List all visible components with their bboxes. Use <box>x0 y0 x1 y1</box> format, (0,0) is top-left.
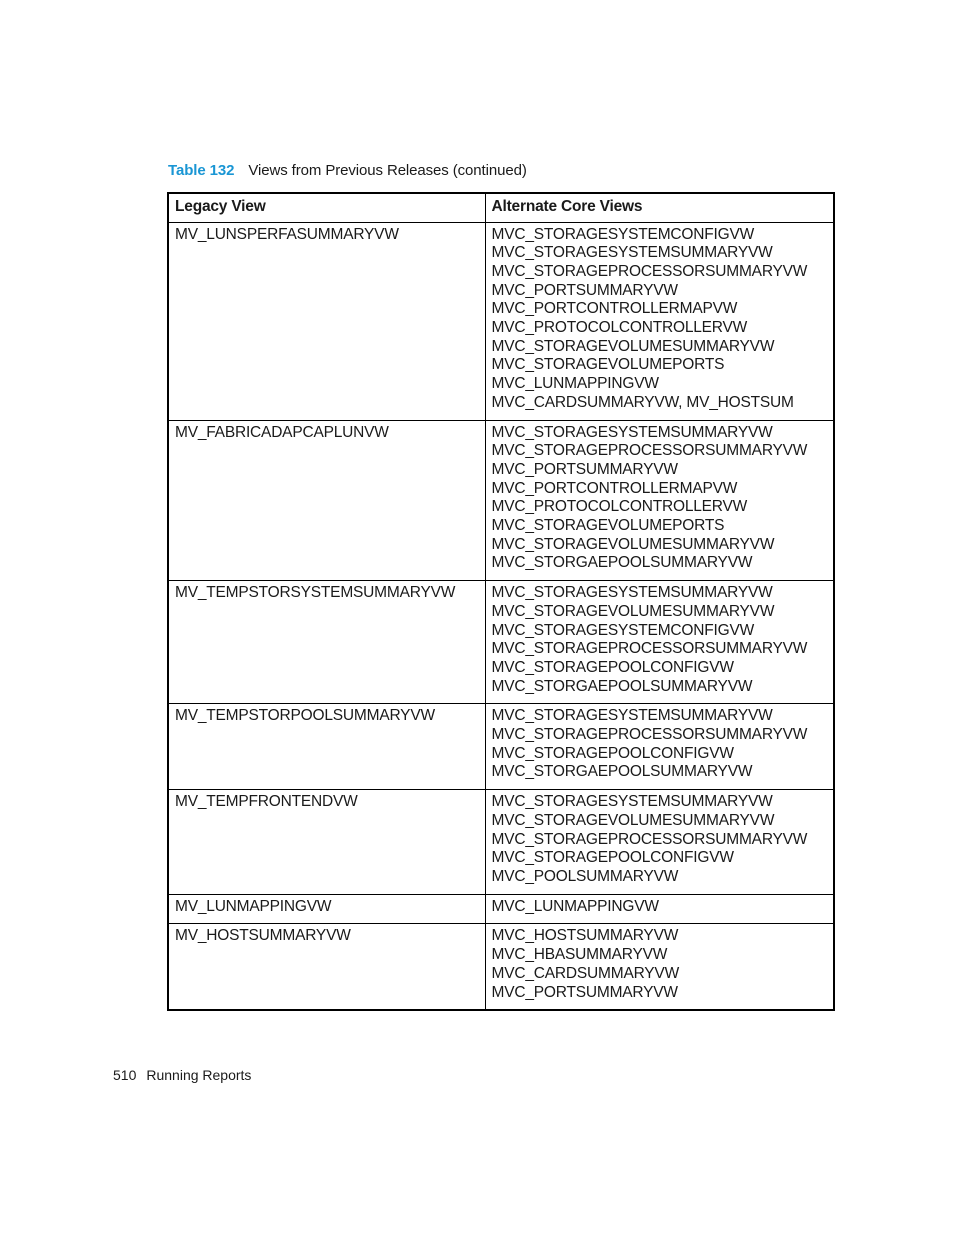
core-view-name: MVC_STORGAEPOOLSUMMARYVW <box>491 677 753 695</box>
core-view-name: MVC_STORAGEPROCESSORSUMMARYVW <box>491 830 808 848</box>
core-view-name: MVC_CARDSUMMARYVW, MV_HOSTSUM <box>491 393 794 411</box>
core-view-name: MVC_STORAGEVOLUMEPORTS <box>491 356 725 374</box>
core-view-name: MVC_STORAGESYSTEMSUMMARYVW <box>491 244 773 262</box>
core-view-name: MVC_PROTOCOLCONTROLLERVW <box>491 319 748 337</box>
table-row <box>168 420 834 581</box>
table-row <box>168 581 834 704</box>
header-legacy-view: Legacy View <box>168 193 485 222</box>
alternate-core-views-cell <box>485 581 834 704</box>
core-view-name: MVC_STORAGESYSTEMCONFIGVW <box>491 225 755 243</box>
legacy-view-cell: MV_FABRICADAPCAPLUNVW <box>168 420 485 581</box>
core-view-name: MVC_STORAGEPROCESSORSUMMARYVW <box>491 640 808 658</box>
core-view-name: MVC_PROTOCOLCONTROLLERVW <box>491 498 748 516</box>
core-view-name: MVC_HBASUMMARYVW <box>491 946 668 964</box>
page-number: 510 <box>113 1067 137 1083</box>
core-view-name: MVC_STORAGEPROCESSORSUMMARYVW <box>491 442 808 460</box>
core-view-name: MVC_STORAGEVOLUMESUMMARYVW <box>491 602 775 620</box>
core-view-name: MVC_STORAGEPROCESSORSUMMARYVW <box>491 726 808 744</box>
core-view-name: MVC_STORAGEVOLUMESUMMARYVW <box>491 337 775 355</box>
core-view-name: MVC_STORGAEPOOLSUMMARYVW <box>491 763 753 781</box>
page-footer <box>113 1067 251 1083</box>
alternate-core-views-cell <box>485 222 834 420</box>
core-view-name: MVC_PORTSUMMARYVW <box>491 281 678 299</box>
table-row <box>168 222 834 420</box>
core-view-name: MVC_STORAGESYSTEMSUMMARYVW <box>491 707 773 725</box>
table-row <box>168 894 834 924</box>
legacy-view-cell: MV_LUNMAPPINGVW <box>168 894 485 924</box>
alternate-core-views-cell <box>485 704 834 790</box>
legacy-view-cell: MV_TEMPSTORPOOLSUMMARYVW <box>168 704 485 790</box>
table-row <box>168 790 834 895</box>
core-view-name: MVC_STORAGEVOLUMESUMMARYVW <box>491 811 775 829</box>
footer-section-title: Running Reports <box>146 1067 252 1083</box>
core-view-name: MVC_STORAGESYSTEMCONFIGVW <box>491 621 755 639</box>
table-row <box>168 924 834 1010</box>
core-view-name: MVC_PORTSUMMARYVW <box>491 983 678 1001</box>
legacy-view-cell: MV_LUNSPERFASUMMARYVW <box>168 222 485 420</box>
core-view-name: MVC_HOSTSUMMARYVW <box>491 927 679 945</box>
table-title: Views from Previous Releases (continued) <box>248 162 527 179</box>
core-view-name: MVC_STORAGESYSTEMSUMMARYVW <box>491 584 773 602</box>
core-view-name: MVC_STORAGEPROCESSORSUMMARYVW <box>491 262 808 280</box>
core-view-name: MVC_STORAGEPOOLCONFIGVW <box>491 849 734 867</box>
table-body <box>168 222 834 1010</box>
core-view-name: MVC_CARDSUMMARYVW <box>491 964 679 982</box>
core-view-name: MVC_POOLSUMMARYVW <box>491 868 679 885</box>
core-view-name: MVC_PORTSUMMARYVW <box>491 460 678 478</box>
legacy-view-cell: MV_TEMPSTORSYSTEMSUMMARYVW <box>168 581 485 704</box>
legacy-view-cell: MV_HOSTSUMMARYVW <box>168 924 485 1010</box>
core-view-name: MVC_STORGAEPOOLSUMMARYVW <box>491 554 753 572</box>
header-alternate-core-views: Alternate Core Views <box>485 193 834 222</box>
core-view-name: MVC_STORAGEVOLUMEPORTS <box>491 517 725 535</box>
table-row <box>168 704 834 790</box>
core-view-name: MVC_LUNMAPPINGVW <box>491 897 659 915</box>
alternate-core-views-cell <box>485 420 834 581</box>
alternate-core-views-cell <box>485 924 834 1010</box>
core-view-name: MVC_STORAGESYSTEMSUMMARYVW <box>491 793 773 811</box>
core-view-name: MVC_PORTCONTROLLERMAPVW <box>491 479 738 497</box>
core-view-name: MVC_STORAGEPOOLCONFIGVW <box>491 658 734 676</box>
core-view-name: MVC_STORAGESYSTEMSUMMARYVW <box>491 423 773 441</box>
table-header-row <box>168 193 834 222</box>
table-number-label: Table 132 <box>168 162 235 179</box>
core-view-name: MVC_STORAGEPOOLCONFIGVW <box>491 744 734 762</box>
legacy-view-cell: MV_TEMPFRONTENDVW <box>168 790 485 895</box>
alternate-core-views-cell <box>485 894 834 924</box>
views-table <box>167 192 835 1011</box>
alternate-core-views-cell <box>485 790 834 895</box>
table-caption <box>168 162 527 179</box>
core-view-name: MVC_PORTCONTROLLERMAPVW <box>491 300 738 318</box>
core-view-name: MVC_STORAGEVOLUMESUMMARYVW <box>491 535 775 553</box>
core-view-name: MVC_LUNMAPPINGVW <box>491 375 659 393</box>
